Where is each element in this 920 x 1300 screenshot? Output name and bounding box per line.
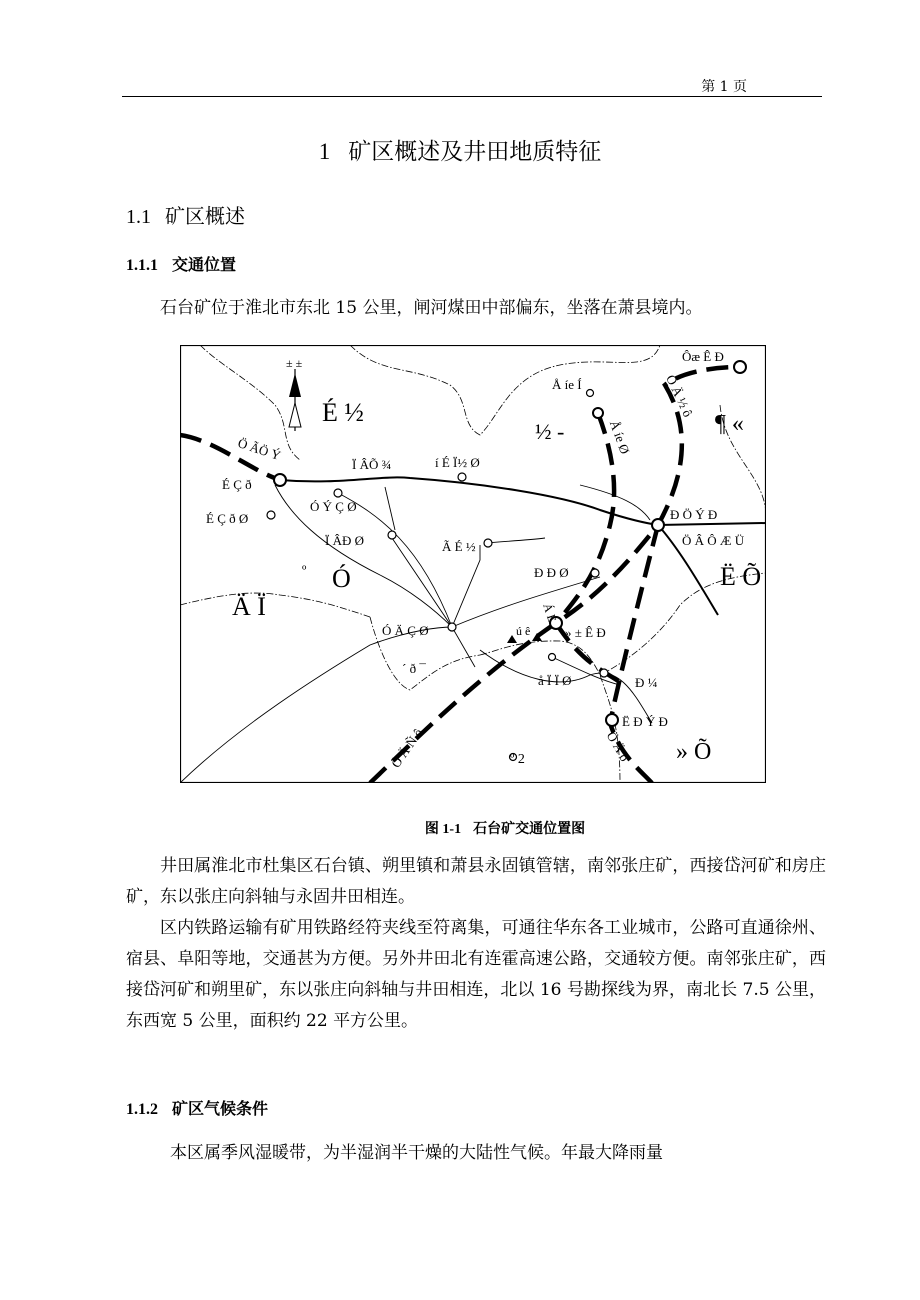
subsection-title: 交通位置 (172, 255, 237, 274)
north-mark: ± ± (286, 356, 303, 370)
section-number: 1.1 (126, 206, 151, 228)
station-marker (606, 714, 618, 726)
map-label: Ö Â Ô Æ Ü (682, 533, 745, 548)
map-label: Ó Ä Ç Ø (382, 623, 429, 638)
map-label: Ó (332, 564, 351, 593)
map-label: Ö ÃÖ Ý (236, 435, 283, 464)
station-marker (448, 623, 456, 631)
figure-number: 图 1-1 (424, 822, 462, 837)
chapter-number: 1 (318, 139, 331, 164)
north-arrow (286, 356, 303, 431)
road-line (485, 538, 545, 543)
railway-line (556, 413, 614, 623)
road-line (275, 485, 452, 627)
road-line (180, 627, 452, 783)
map-label: Ã É ½ (442, 539, 476, 554)
station-marker (274, 474, 286, 486)
station-marker (652, 519, 664, 531)
subsection-heading-2 (126, 1096, 268, 1119)
map-label: ¶ « (715, 411, 744, 437)
station-marker (549, 654, 556, 661)
map-label: Ð Ö Ý Ð (670, 507, 718, 522)
traffic-location-map (180, 345, 766, 783)
map-label: º 2 (510, 752, 525, 767)
station-marker (734, 361, 746, 373)
section-title: 矿区概述 (165, 204, 245, 228)
boundary-line (180, 593, 370, 617)
station-marker (587, 390, 594, 397)
map-label: » Õ (676, 739, 712, 765)
map-label: å Ï Ï Ø (538, 673, 572, 688)
map-label: É ½ (322, 398, 364, 427)
map-label: Å íe Í (552, 377, 582, 392)
paragraph-climate: 本区属季风湿暖带，为半湿润半干燥的大陆性气候。年最大降雨量 (170, 1143, 663, 1163)
station-marker (484, 539, 492, 547)
map-label: ½ - (535, 419, 565, 444)
map-label: Ï ÂÐ Ø (325, 533, 364, 548)
figure-title: 石台矿交通位置图 (473, 821, 586, 837)
station-marker (388, 531, 396, 539)
map-label: í É Ï½ Ø (435, 455, 480, 470)
header-rule (122, 96, 822, 97)
map-label: Ö Ä õ (603, 728, 633, 764)
map-label: É Ç ð Ø (206, 511, 249, 526)
station-marker (334, 489, 342, 497)
page-number: 第 1 页 (701, 79, 747, 95)
map-label: º (302, 564, 307, 579)
station-marker (593, 408, 603, 418)
subsection-heading-1 (126, 252, 236, 275)
subsection-title: 矿区气候条件 (172, 1099, 269, 1118)
map-label: Ó Ý Ç Ø (310, 499, 357, 514)
figure-caption (0, 818, 920, 838)
map-label: Ôæ Ê Ð (682, 349, 724, 364)
map-frame (181, 346, 766, 783)
section-heading (126, 200, 245, 229)
subsection-number: 1.1.1 (126, 257, 158, 274)
paragraph-jurisdiction: 井田属淮北市杜集区石台镇、朔里镇和萧县永固镇管辖，南邻张庄矿，西接岱河矿和房庄矿，东以张庄向斜轴与永固井田相连。 (126, 856, 826, 907)
map-label: » ± Ê Ð (565, 625, 606, 640)
station-marker (458, 473, 466, 481)
map-label: Ï ÂÕ ¾ (352, 457, 392, 472)
map-label: Ö Ä Ñ ô (387, 725, 426, 771)
station-marker (591, 569, 599, 577)
map-label: Ö Ä ½ ô (663, 372, 696, 420)
map-label: Ä Ï (232, 592, 266, 621)
paragraph-location: 石台矿位于淮北市东北 15 公里，闸河煤田中部偏东，坐落在萧县境内。 (160, 298, 703, 318)
map-label: Å íe Ø (606, 418, 633, 456)
paragraph-transport: 区内铁路运输有矿用铁路经符夹线至符离集，可通往华东各工业城市，公路可直通徐州、宿县、阜阳等地，交通甚为方便。另外井田北有连霍高速公路，交通较方便。南邻张庄矿，西接岱河矿和朔里矿，东以张庄向斜轴与井田相连，北以 16 号勘探线为界，南北长 7.5 公里，东西宽 5 公里，面积约 22 平方公里。 (126, 918, 826, 1031)
chapter-title-text: 矿区概述及井田地质特征 (348, 139, 602, 165)
road-line (385, 487, 395, 530)
map-label: Ë Ð Ý Ð (622, 714, 668, 729)
road-line (452, 577, 600, 627)
map-label: Á É (540, 601, 560, 624)
station-marker (600, 669, 608, 677)
map-label: Ë Õ (720, 562, 762, 591)
map-label: Ð Ð Ø (534, 565, 569, 580)
chapter-title (0, 133, 920, 166)
map-label: Ð ¼ (635, 675, 658, 690)
map-label: ´ ð ¯ (402, 661, 426, 676)
map-label: ú ê (516, 624, 531, 638)
subsection-number: 1.1.2 (126, 1101, 158, 1118)
map-label: É Ç ð (222, 477, 252, 492)
station-marker (267, 511, 275, 519)
main-rail-line-path (658, 523, 766, 525)
